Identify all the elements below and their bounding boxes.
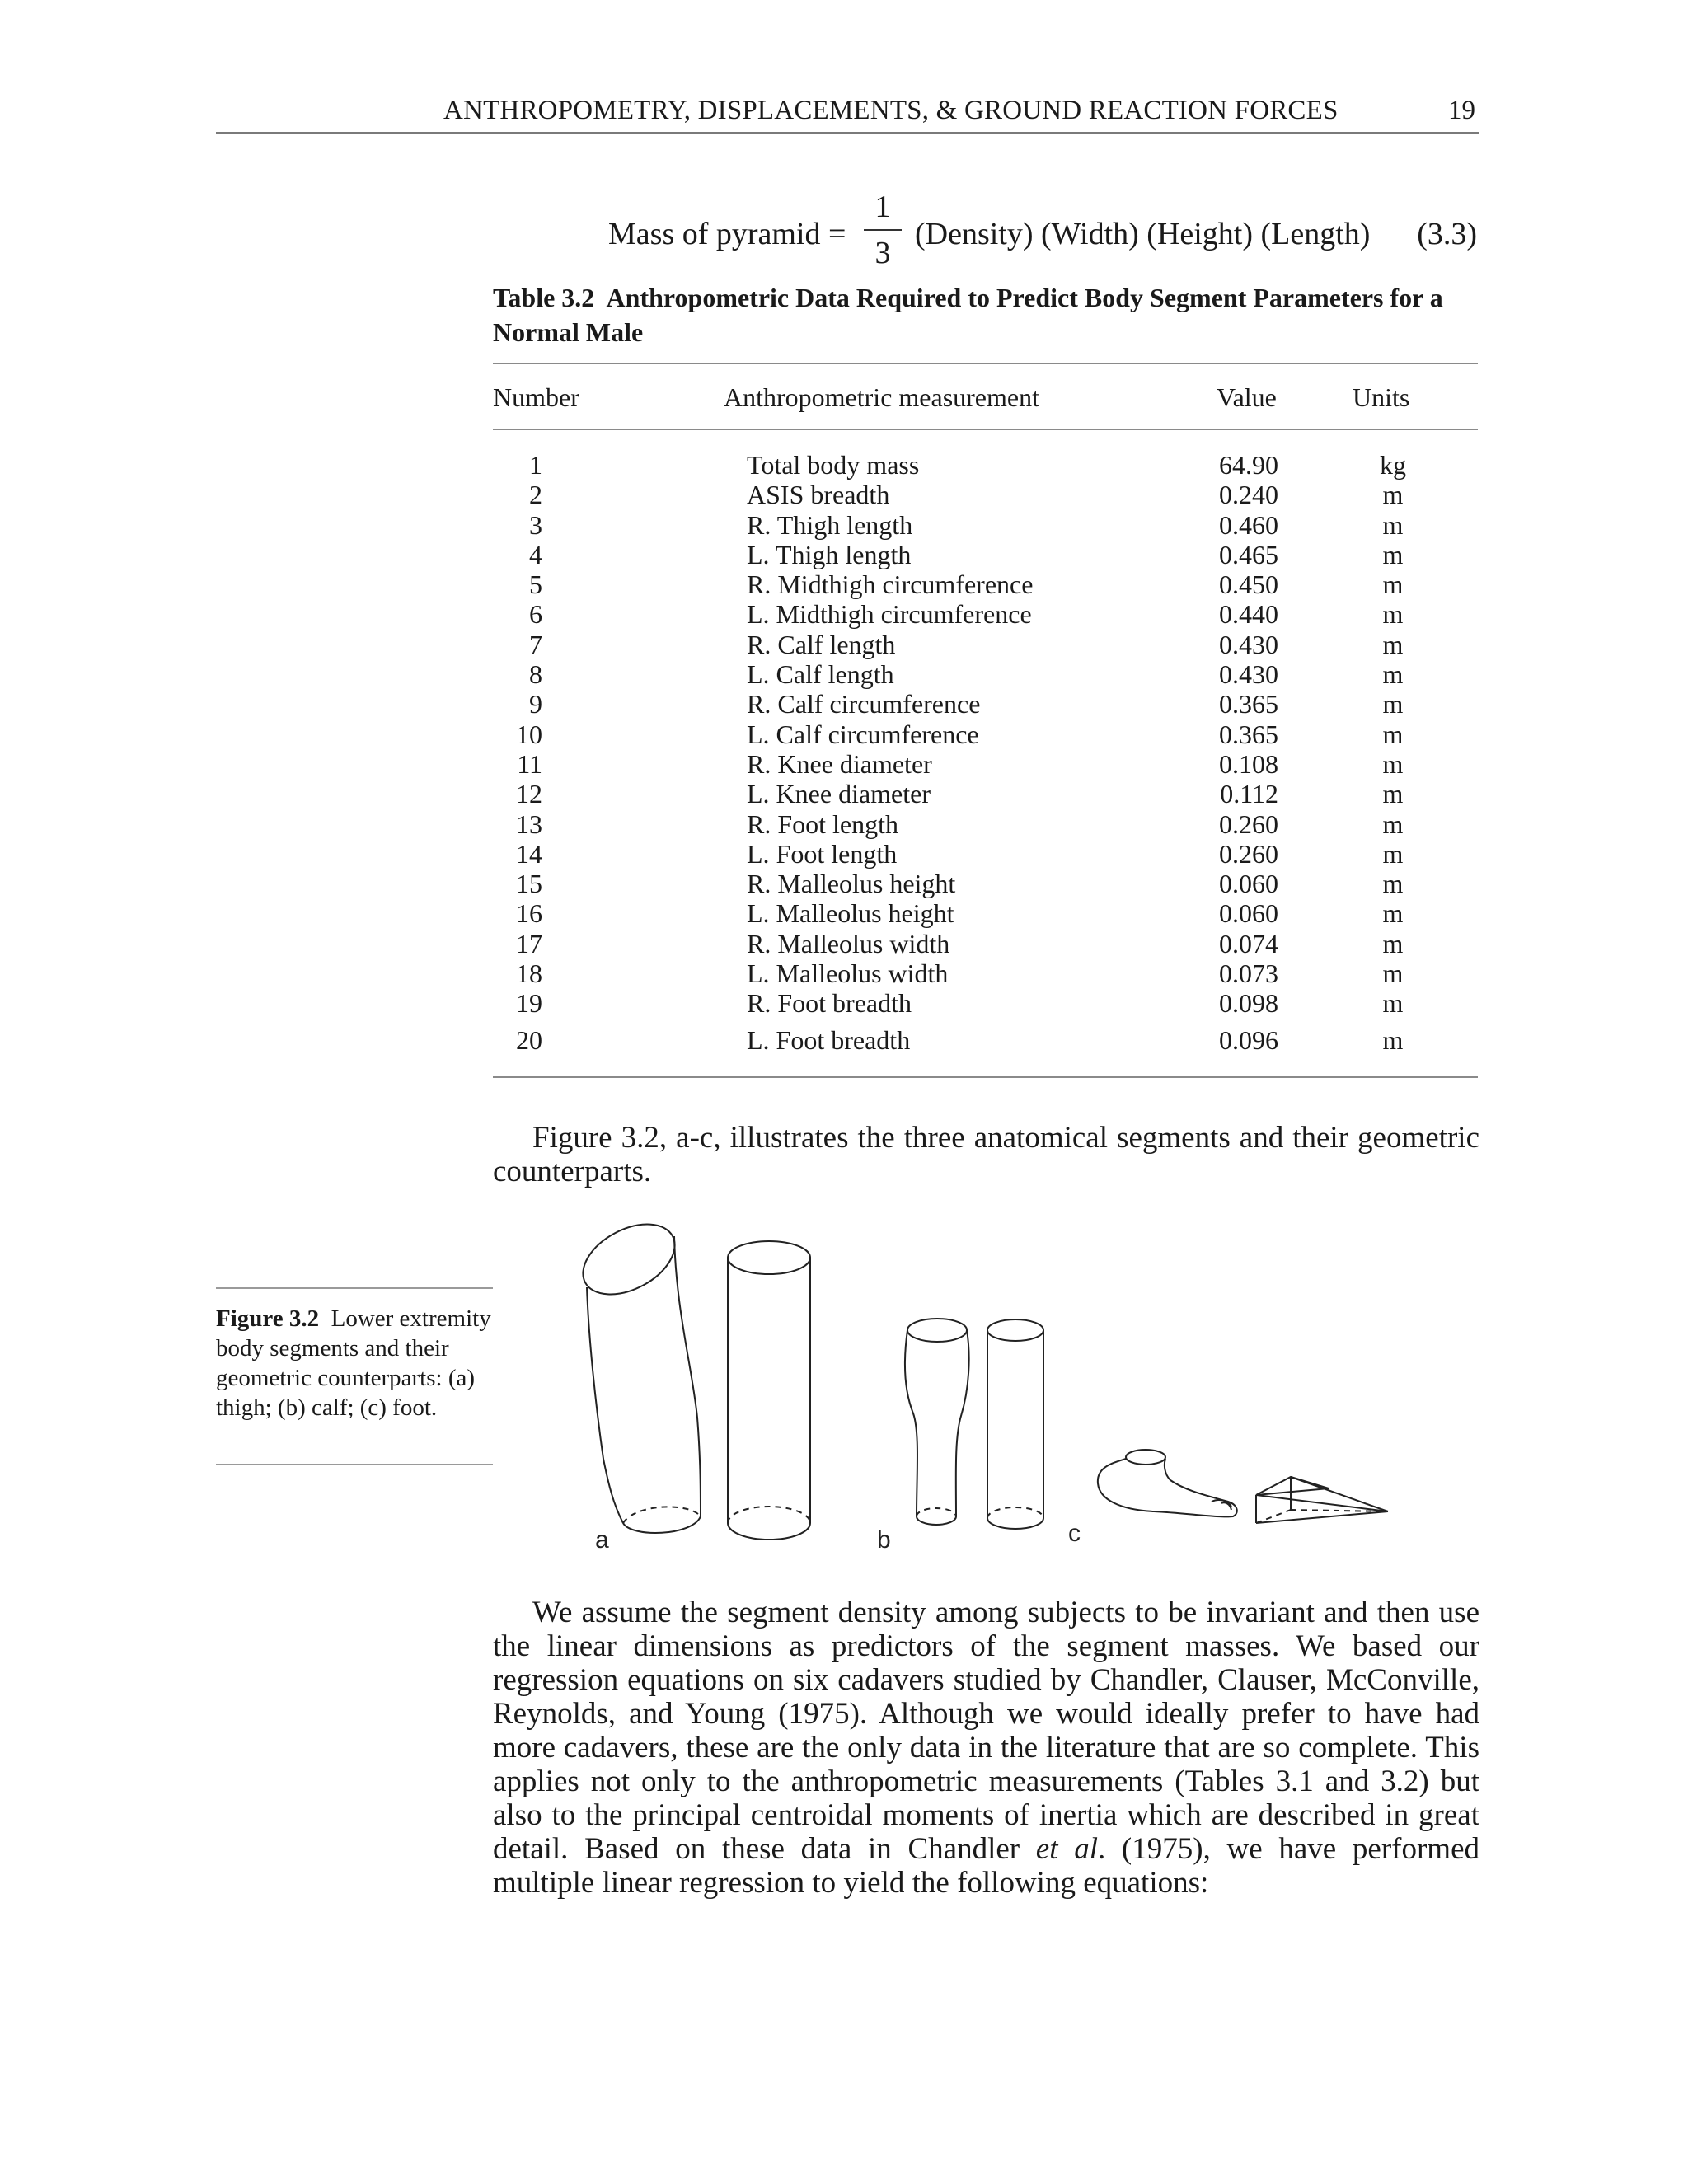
- cell-number: 1: [529, 450, 542, 480]
- table-row: [493, 719, 1478, 749]
- foot-drawing: [1098, 1450, 1237, 1516]
- cell-value: 0.465: [1219, 539, 1278, 569]
- cell-number: 7: [529, 629, 542, 659]
- cell-number: 12: [516, 779, 542, 809]
- cell-value: 0.060: [1219, 869, 1278, 899]
- table-row: [493, 659, 1478, 689]
- equation-mass-of-pyramid: [608, 188, 1482, 287]
- cell-measurement: L. Midthigh circumference: [747, 599, 1032, 630]
- cell-units: m: [1382, 898, 1404, 929]
- cell-value: 0.430: [1219, 659, 1278, 690]
- paragraph-figure-intro-text: Figure 3.2, a-c, illustrates the three anatomical segments and their geometric counterparts.: [493, 1121, 1479, 1188]
- ankle-ellipse: [1126, 1450, 1165, 1465]
- table-row: [493, 898, 1478, 928]
- cell-number: 16: [516, 898, 542, 929]
- cell-value: 0.098: [1219, 988, 1278, 1019]
- table-caption-text: Anthropometric Data Required to Predict Body Segment Parameters for a Normal Male: [493, 283, 1443, 347]
- cell-number: 11: [517, 748, 542, 779]
- table-row: [493, 569, 1478, 599]
- cell-number: 6: [529, 599, 542, 630]
- cell-value: 0.260: [1219, 808, 1278, 839]
- paragraph-figure-intro: [493, 1121, 1479, 1188]
- cell-units: m: [1382, 719, 1404, 749]
- table-row: [493, 809, 1478, 839]
- cell-value: 0.073: [1219, 958, 1278, 989]
- cell-units: m: [1382, 659, 1404, 690]
- pyramid-apex-top-edge: [1291, 1477, 1388, 1511]
- cell-measurement: R. Foot breadth: [747, 988, 912, 1019]
- cell-units: m: [1382, 689, 1404, 719]
- equation-fraction: [864, 188, 902, 272]
- cell-units: m: [1382, 748, 1404, 779]
- cell-number: 9: [529, 689, 542, 719]
- thigh-cylinder-top: [728, 1241, 810, 1274]
- figure-drawing: [577, 1212, 1401, 1558]
- table-row: [493, 1025, 1478, 1055]
- table-caption-label: Table 3.2: [493, 283, 595, 312]
- calf-cylinder-bottom-front: [987, 1518, 1043, 1529]
- cell-value: 0.112: [1220, 779, 1278, 809]
- figure-caption: [216, 1287, 493, 1465]
- cell-measurement: L. Malleolus width: [747, 958, 949, 989]
- cell-units: m: [1382, 569, 1404, 600]
- cell-measurement: L. Foot length: [747, 838, 898, 869]
- cell-measurement: R. Thigh length: [747, 509, 913, 540]
- cell-value: 0.060: [1219, 898, 1278, 929]
- cell-measurement: R. Malleolus width: [747, 928, 950, 958]
- cell-measurement: R. Calf circumference: [747, 689, 981, 719]
- cell-number: 2: [529, 480, 542, 510]
- table-row: [493, 869, 1478, 898]
- cell-units: m: [1382, 779, 1404, 809]
- cell-units: m: [1382, 480, 1404, 510]
- table-row: [493, 450, 1478, 480]
- table-caption: [493, 280, 1482, 349]
- running-head: [216, 92, 1479, 134]
- running-title: ANTHROPOMETRY, DISPLACEMENTS, & GROUND REACTION FORCES: [443, 96, 1339, 125]
- thigh-left-contour: [587, 1287, 623, 1523]
- figure-label-c: c: [1068, 1520, 1081, 1547]
- cell-units: m: [1382, 869, 1404, 899]
- cell-number: 4: [529, 539, 542, 569]
- cell-units: m: [1382, 599, 1404, 630]
- calf-cylinder-bottom-back: [987, 1507, 1043, 1518]
- table-row: [493, 540, 1478, 569]
- cell-number: 17: [516, 928, 542, 958]
- foot-outline: [1098, 1459, 1237, 1516]
- cell-measurement: ASIS breadth: [747, 480, 890, 510]
- cell-measurement: L. Foot breadth: [747, 1024, 911, 1055]
- figure-caption-text: Lower extremity body segments and their geometric counterparts: (a) thigh; (b) calf; (c) foot.: [216, 1305, 491, 1421]
- cell-number: 5: [529, 569, 542, 600]
- cell-units: m: [1382, 958, 1404, 989]
- cell-value: 0.430: [1219, 629, 1278, 659]
- thigh-drawing: [577, 1212, 701, 1533]
- fraction-numerator: 1: [874, 190, 891, 224]
- column-header-value: Value: [1217, 382, 1277, 412]
- cell-number: 10: [516, 719, 542, 749]
- thigh-bottom-front: [623, 1516, 701, 1533]
- cell-units: m: [1382, 838, 1404, 869]
- cell-value: 0.440: [1219, 599, 1278, 630]
- cell-measurement: R. Malleolus height: [747, 869, 956, 899]
- column-header-measurement: Anthropometric measurement: [724, 382, 1039, 412]
- column-header-number: Number: [493, 382, 579, 412]
- cell-measurement: L. Malleolus height: [747, 898, 954, 929]
- table-row: [493, 689, 1478, 719]
- thigh-cylinder-bottom-back: [728, 1507, 810, 1523]
- cell-measurement: Total body mass: [747, 450, 920, 480]
- figure-caption-label: Figure 3.2: [216, 1305, 320, 1332]
- equation-number: (3.3): [1417, 217, 1477, 251]
- cell-units: m: [1382, 1024, 1404, 1055]
- equation-rhs: (Density) (Width) (Height) (Length): [915, 217, 1371, 251]
- table-row: [493, 599, 1478, 629]
- cell-measurement: L. Calf circumference: [747, 719, 979, 749]
- table-row: [493, 510, 1478, 540]
- cell-measurement: L. Knee diameter: [747, 779, 931, 809]
- cell-value: 0.450: [1219, 569, 1278, 600]
- fraction-bar: [864, 229, 902, 231]
- paragraph-regression-text-1: We assume the segment density among subjects to be invariant and then use the linear dimensions as predictors of the segment masses. We based our regression equations on six cadavers studied by Chandler, Clauser, McConville, Reynolds, and Young (1975). Although we would ideally prefer to have had more cadavers, these are the only data in the literature that are so complete. This applies not only to the anthropometric measurements (Tables 3.1 and 3.2) but also to the principal centroidal moments of inertia which are described in great detail. Based on these data in Chandler: [493, 1596, 1479, 1866]
- cell-value: 0.074: [1219, 928, 1278, 958]
- table-row: [493, 749, 1478, 779]
- equation-lhs: Mass of pyramid =: [608, 217, 846, 251]
- cell-measurement: L. Thigh length: [747, 539, 912, 569]
- thigh-cylinder: [728, 1241, 810, 1540]
- table-body: [493, 430, 1478, 1078]
- calf-drawing: [905, 1319, 969, 1525]
- page-number: 19: [1448, 96, 1475, 125]
- cell-value: 0.108: [1219, 748, 1278, 779]
- calf-cylinder-top: [987, 1319, 1043, 1341]
- cell-measurement: L. Calf length: [747, 659, 894, 690]
- table-row: [493, 480, 1478, 509]
- cell-value: 0.460: [1219, 509, 1278, 540]
- cell-number: 19: [516, 988, 542, 1019]
- cell-value: 0.096: [1219, 1024, 1278, 1055]
- calf-bottom-front: [917, 1516, 956, 1525]
- thigh-right-contour: [674, 1236, 701, 1516]
- cell-units: m: [1382, 988, 1404, 1019]
- table-header-row: [493, 364, 1478, 430]
- cell-number: 15: [516, 869, 542, 899]
- fraction-denominator: 3: [874, 236, 891, 270]
- cell-number: 18: [516, 958, 542, 989]
- calf-right-contour: [956, 1330, 969, 1516]
- cell-units: m: [1382, 928, 1404, 958]
- thigh-top-ellipse: [577, 1212, 687, 1309]
- cell-number: 13: [516, 808, 542, 839]
- cell-value: 64.90: [1219, 450, 1278, 480]
- cell-measurement: R. Foot length: [747, 808, 899, 839]
- paragraph-regression-italic: et al: [1035, 1832, 1098, 1866]
- cell-number: 14: [516, 838, 542, 869]
- foot-pyramid: [1256, 1477, 1388, 1523]
- figure-lower-extremity-segments: [577, 1212, 1401, 1558]
- table-row: [493, 988, 1478, 1018]
- figure-label-b: b: [877, 1526, 891, 1554]
- cell-measurement: R. Knee diameter: [747, 748, 932, 779]
- thigh-cylinder-bottom-front: [728, 1523, 810, 1540]
- cell-units: m: [1382, 539, 1404, 569]
- calf-left-contour: [905, 1330, 917, 1516]
- cell-value: 0.365: [1219, 719, 1278, 749]
- cell-number: 20: [516, 1024, 542, 1055]
- thigh-bottom-back: [623, 1507, 701, 1523]
- cell-units: m: [1382, 629, 1404, 659]
- table-row: [493, 958, 1478, 988]
- paragraph-regression: [493, 1596, 1479, 1900]
- table-row: [493, 779, 1478, 808]
- cell-measurement: R. Midthigh circumference: [747, 569, 1034, 600]
- cell-units: m: [1382, 808, 1404, 839]
- cell-value: 0.365: [1219, 689, 1278, 719]
- table-row: [493, 839, 1478, 869]
- cell-value: 0.240: [1219, 480, 1278, 510]
- table-row: [493, 929, 1478, 958]
- calf-bottom-back: [917, 1508, 956, 1516]
- cell-measurement: R. Calf length: [747, 629, 896, 659]
- pyramid-apex-front-edge: [1256, 1495, 1388, 1511]
- table-row: [493, 630, 1478, 659]
- anthropometric-data-table: [493, 363, 1478, 1078]
- cell-units: m: [1382, 509, 1404, 540]
- paragraph-regression-text-2: . (1975), we have performed multiple linear regression to yield the following equations:: [493, 1832, 1479, 1900]
- calf-cylinder: [987, 1319, 1043, 1529]
- cell-value: 0.260: [1219, 838, 1278, 869]
- pyramid-bottom-edge: [1256, 1511, 1388, 1523]
- cell-units: kg: [1380, 450, 1406, 480]
- cell-number: 3: [529, 509, 542, 540]
- calf-top-ellipse: [907, 1319, 967, 1342]
- column-header-units: Units: [1353, 382, 1410, 412]
- cell-number: 8: [529, 659, 542, 690]
- figure-label-a: a: [595, 1526, 609, 1554]
